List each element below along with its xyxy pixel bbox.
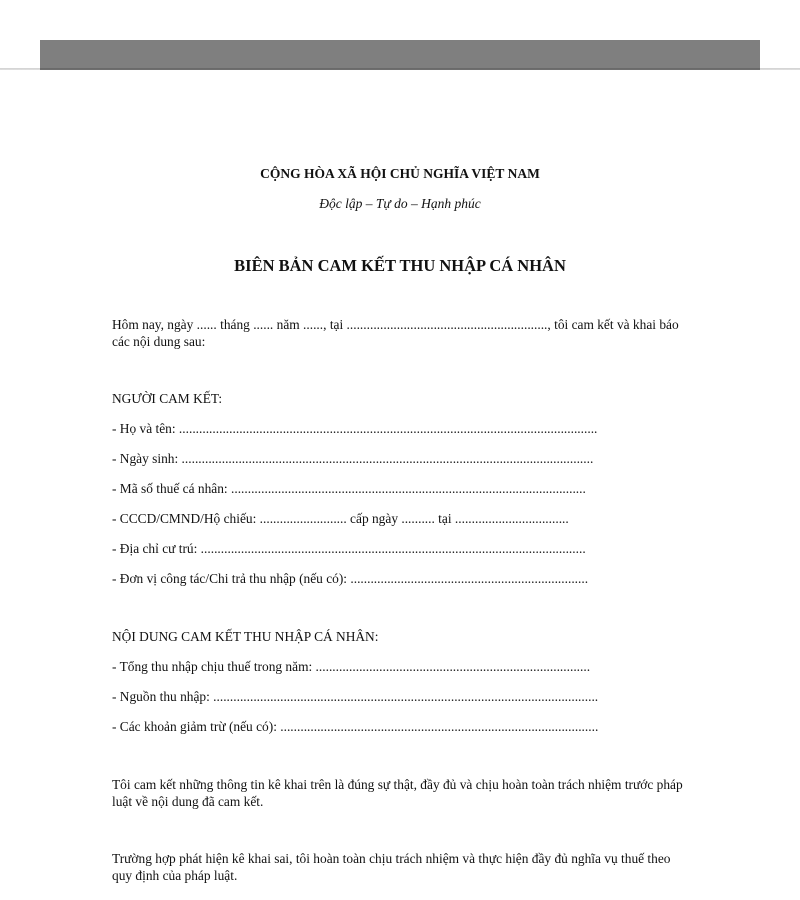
motto: Độc lập – Tự do – Hạnh phúc	[319, 196, 481, 211]
section-heading-income: NỘI DUNG CAM KẾT THU NHẬP CÁ NHÂN:	[112, 629, 379, 644]
field-address: - Địa chỉ cư trú: ...................................................................................................................	[112, 541, 586, 556]
field-total-income: - Tổng thu nhập chịu thuế trong năm: ..................................................................................	[112, 659, 591, 674]
field-full-name: - Họ và tên: .............................................................................................................................	[112, 421, 598, 436]
section-heading-person: NGƯỜI CAM KẾT:	[112, 391, 223, 406]
document-title: BIÊN BẢN CAM KẾT THU NHẬP CÁ NHÂN	[234, 256, 566, 275]
violation-paragraph: Trường hợp phát hiện kê khai sai, tôi hoàn toàn chịu trách nhiệm và thực hiện đầy đủ nghĩa vụ thuế theo quy định của pháp luật.	[112, 851, 671, 883]
document-page	[0, 70, 800, 900]
intro-paragraph: Hôm nay, ngày ...... tháng ...... năm ......, tại ............................................................, tôi cam kết và khai báo các nội dung sau:	[112, 317, 679, 349]
national-title: CỘNG HÒA XÃ HỘI CHỦ NGHĨA VIỆT NAM	[260, 166, 540, 181]
field-employer: - Đơn vị công tác/Chi trả thu nhập (nếu có): .......................................................................	[112, 571, 589, 586]
field-tax-code: - Mã số thuế cá nhân: ..........................................................................................................	[112, 481, 586, 496]
field-income-source: - Nguồn thu nhập: ...................................................................................................................	[112, 689, 599, 704]
viewer-toolbar	[40, 40, 760, 70]
commitment-paragraph: Tôi cam kết những thông tin kê khai trên là đúng sự thật, đầy đủ và chịu hoàn toàn trách nhiệm trước pháp luật về nội dung đã cam kết.	[112, 777, 683, 809]
field-id-card: - CCCD/CMND/Hộ chiếu: .......................... cấp ngày .......... tại ..................................	[112, 511, 569, 526]
field-deductions: - Các khoản giảm trừ (nếu có): ...............................................................................................	[112, 719, 599, 734]
field-birth-date: - Ngày sinh: ...........................................................................................................................	[112, 451, 594, 466]
